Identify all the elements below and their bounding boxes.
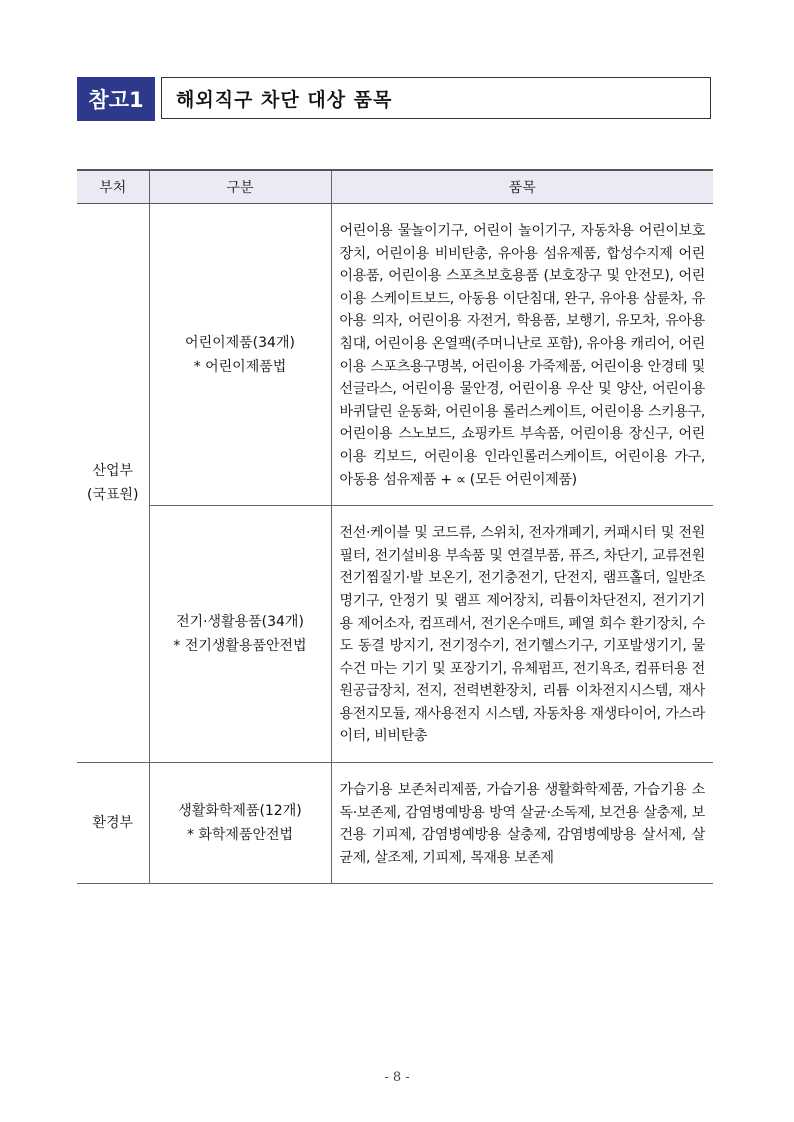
page-title: 해외직구 차단 대상 품목 [161, 77, 711, 119]
category-name: 생활화학제품(12개) [178, 803, 302, 820]
table-row [77, 204, 713, 506]
blocked-items-table [77, 169, 713, 884]
items-list: 어린이용 물놀이기구, 어린이 놀이기구, 자동차용 어린이보호장치, 어린이용 비비탄총, 유아용 섬유제품, 합성수지제 어린이용품, 어린이용 스포츠보호용품 (보호장구 및 안전모), 어린이용 스케이트보드, 아동용 이단침대, 완구, 유아용 삼륜차, 유아용 의자, 어린이용 자전거, 학용품, 보행기, 유모차, 유아용 침대, 어린이용 온열팩(주머니난로 포함), 유아용 캐리어, 어린이용 스포츠용구명복, 어린이용 가죽제품, 어린이용 안경테 및 선글라스, 어린이용 물안경, 어린이용 우산 및 양산, 어린이용 바퀴달린 운동화, 어린이용 롤러스케이트, 어린이용 스키용구, 어린이용 스노보드, 쇼핑카트 부속품, 어린이용 장신구, 어린이용 킥보드, 어린이용 인라인롤러스케이트, 어린이용 가구, 아동용 섬유제품 + ∝ (모든 어린이제품) [331, 204, 713, 506]
items-list: 전선·케이블 및 코드류, 스위치, 전자개폐기, 커패시터 및 전원필터, 전기설비용 부속품 및 연결부품, 퓨즈, 차단기, 교류전원 전기찜질기·발 보온기, 전기충전기, 단전지, 램프홀더, 일반조명기구, 안정기 및 램프 제어장치, 리튬이차단전지, 전기기기용 제어소자, 컴프레서, 전기온수매트, 폐열 회수 환기장치, 수도 동결 방지기, 전기정수기, 전기헬스기구, 기포발생기기, 물수건 마는 기기 및 포장기기, 유체펌프, 전기욕조, 컴퓨터용 전원공급장치, 전지, 전력변환장치, 리튬 이차전지시스템, 재사용전지모듈, 재사용전지 시스템, 자동차용 재생타이어, 가스라이터, 비비탄총 [331, 506, 713, 763]
table-row [77, 506, 713, 763]
header-items: 품목 [331, 170, 713, 204]
page-number: - 8 - [384, 1070, 410, 1085]
section-title [77, 77, 713, 121]
table-row [77, 763, 713, 884]
category-cell [149, 506, 331, 763]
reference-label: 참고1 [77, 77, 155, 121]
ministry-name: 산업부 [92, 463, 134, 480]
header-category: 구분 [149, 170, 331, 204]
category-cell [149, 204, 331, 506]
items-list: 가습기용 보존처리제품, 가습기용 생활화학제품, 가습기용 소독·보존제, 감염병예방용 방역 살균·소독제, 보건용 살충제, 보건용 기피제, 감염병예방용 살충제, 감염병예방용 살서제, 살균제, 살조제, 기피제, 목재용 보존제 [331, 763, 713, 884]
category-name: 어린이제품(34개) [185, 334, 295, 351]
category-law: * 화학제품안전법 [186, 827, 294, 844]
ministry-name: 환경부 [92, 815, 134, 832]
ministry-cell [77, 763, 149, 884]
ministry-agency: (국표원) [87, 487, 139, 504]
table-header-row [77, 170, 713, 204]
header-ministry: 부처 [77, 170, 149, 204]
category-cell [149, 763, 331, 884]
category-law: * 전기생활용품안전법 [173, 638, 307, 655]
category-name: 전기·생활용품(34개) [176, 614, 304, 631]
ministry-cell [77, 204, 149, 763]
category-law: * 어린이제품법 [193, 358, 287, 375]
